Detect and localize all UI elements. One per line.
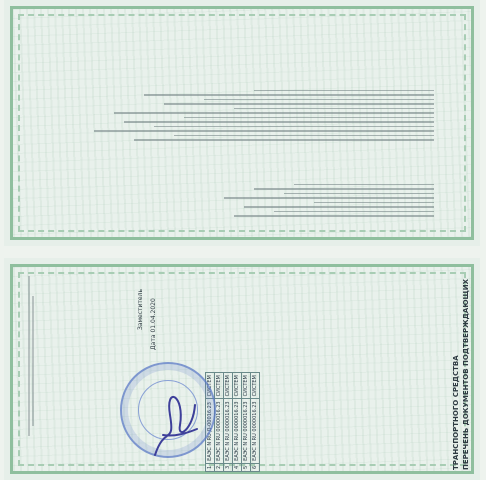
heading-line-2: ТРАНСПОРТНОГО СРЕДСТВА <box>452 355 460 470</box>
upside-down-text-block <box>44 14 444 224</box>
table-row <box>251 373 260 472</box>
signature-label: Заместитель <box>137 289 144 330</box>
table-cell-doc: СИСТЕМ <box>224 373 233 399</box>
margin-text <box>26 276 34 466</box>
table-cell-doc: СИСТЕМ <box>242 373 251 399</box>
table-cell-doc: СИСТЕМ <box>233 373 242 399</box>
table-cell-num: 2 <box>215 463 224 471</box>
table-cell-num: 5 <box>242 463 251 471</box>
table-cell-num: 4 <box>233 463 242 471</box>
document-subheading <box>452 355 460 470</box>
table-cell-code: ЕАЭС N RU 0000016.23 <box>242 399 251 463</box>
table-cell-code: ЕАЭС N RU 0000016.23 <box>251 399 260 463</box>
table-cell-code: ЕАЭС N RU 0000016.23 <box>215 399 224 463</box>
signature-icon <box>145 385 205 465</box>
table-cell-doc: СИСТЕМ <box>206 373 215 399</box>
date-block <box>150 298 157 350</box>
heading-line-1: ПЕРЕЧЕНЬ ДОКУМЕНТОВ ПОДТВЕРЖДАЮЩИХ <box>462 278 470 470</box>
table-cell-num: 1 <box>206 463 215 471</box>
table-cell-code: ЕАЭС N RU Д-00016.23 <box>206 399 215 463</box>
table-row <box>215 373 224 472</box>
date-label: Дата <box>150 334 157 350</box>
document-page-top <box>4 0 480 246</box>
table-cell-num: 6 <box>251 463 260 471</box>
table-row <box>233 373 242 472</box>
table-cell-doc: СИСТЕМ <box>251 373 260 399</box>
table-row <box>242 373 251 472</box>
document-heading <box>462 279 470 470</box>
table-cell-doc: СИСТЕМ <box>215 373 224 399</box>
signature-label-block <box>137 289 144 330</box>
table-cell-code: ЕАЭС N RU 0000016.23 <box>224 399 233 463</box>
date-value: 01.04.2020 <box>150 298 157 333</box>
table-cell-code: ЕАЭС N RU 0000016.23 <box>233 399 242 463</box>
table-row <box>224 373 233 472</box>
table-cell-num: 3 <box>224 463 233 471</box>
